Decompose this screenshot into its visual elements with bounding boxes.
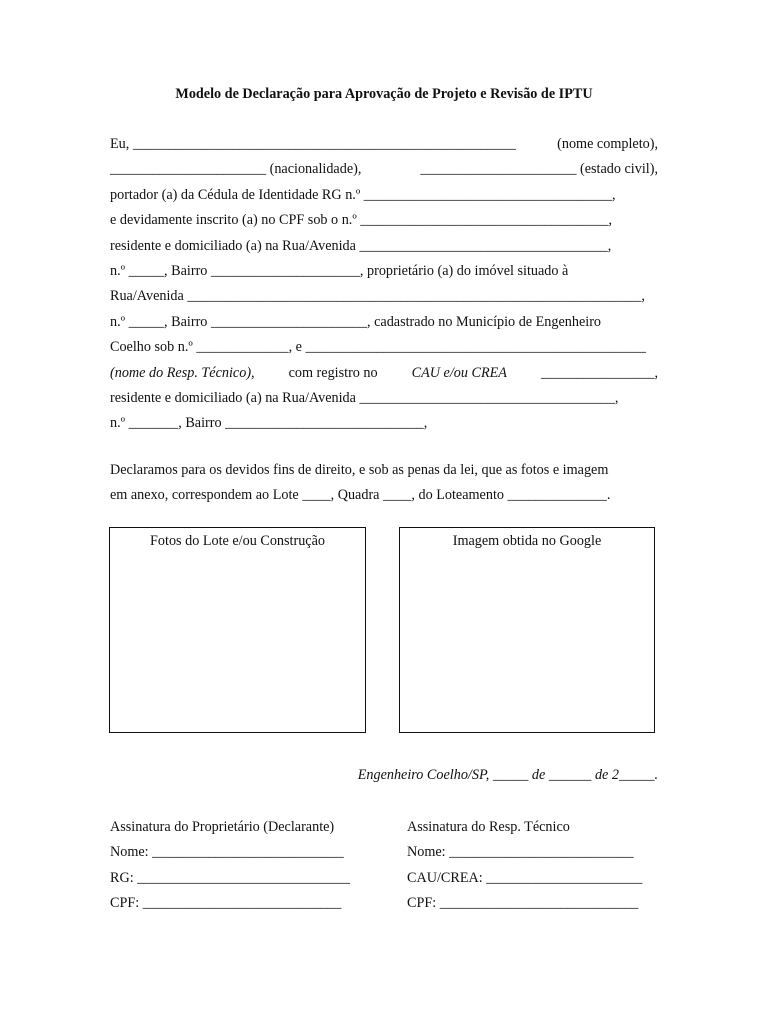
body-line-10 (110, 365, 658, 390)
owner-rg-field: RG: ______________________________ (110, 869, 351, 886)
body-line-1 (110, 136, 658, 161)
body-line-6 (110, 263, 658, 288)
declaration-text: Declaramos para os devidos fins de direito, e sob as penas da lei, que as fotos e imagem (110, 462, 609, 478)
body-text: ________________, (540, 364, 658, 381)
body-line-4 (110, 212, 658, 237)
council-hint: CAU e/ou CREA (411, 364, 507, 381)
body-text: residente e domiciliado (a) na Rua/Avenida ____________________________________, (110, 389, 619, 406)
body-line-11 (110, 390, 658, 415)
body-text: n.º _____, Bairro _____________________, proprietário (a) do imóvel situado à (110, 262, 569, 279)
body-line-8 (110, 314, 658, 339)
google-image-box (399, 527, 655, 733)
body-text: com registro no (288, 364, 378, 381)
place-date-line: Engenheiro Coelho/SP, _____ de ______ de 2_____. (357, 767, 658, 783)
body-text: e devidamente inscrito (a) no CPF sob o n.º ___________________________________, (110, 212, 613, 229)
lot-photos-box (109, 527, 366, 733)
google-image-label: Imagem obtida no Google (452, 533, 602, 549)
body-text: (nome completo), (557, 136, 658, 152)
body-text: Rua/Avenida ________________________________________________________________, (110, 288, 645, 305)
declaration-text: em anexo, correspondem ao Lote ____, Quadra ____, do Loteamento ______________. (110, 487, 611, 504)
body-text: ______________________ (nacionalidade), (110, 161, 362, 178)
technician-name-hint: (nome do Resp. Técnico), (110, 364, 255, 381)
lot-photos-label: Fotos do Lote e/ou Construção (150, 533, 325, 549)
identification-paragraph (110, 136, 658, 441)
declaration-line-2 (110, 487, 658, 512)
declaration-paragraph (110, 462, 658, 513)
body-text: ______________________ (estado civil), (420, 161, 658, 178)
technician-council-field: CAU/CREA: ______________________ (407, 869, 643, 886)
body-line-5 (110, 238, 658, 263)
body-text: Eu, ______________________________________________________ (110, 136, 516, 152)
owner-name-field: Nome: ___________________________ (110, 844, 344, 861)
body-text: residente e domiciliado (a) na Rua/Avenida ___________________________________, (110, 237, 612, 254)
owner-signature-heading: Assinatura do Proprietário (Declarante) (110, 819, 335, 835)
technician-signature-heading: Assinatura do Resp. Técnico (407, 819, 570, 835)
body-text: n.º _____, Bairro ______________________, cadastrado no Município de Engenheiro (110, 313, 602, 330)
body-line-3 (110, 187, 658, 212)
declaration-line-1 (110, 462, 658, 487)
body-line-7 (110, 288, 658, 313)
body-line-2 (110, 161, 658, 186)
body-text: n.º _______, Bairro ____________________________, (110, 415, 428, 432)
technician-cpf-field: CPF: ____________________________ (407, 895, 639, 912)
body-line-12 (110, 415, 658, 440)
body-line-9 (110, 339, 658, 364)
owner-cpf-field: CPF: ____________________________ (110, 895, 342, 912)
technician-signature-block (407, 819, 667, 921)
technician-name-field: Nome: __________________________ (407, 844, 634, 861)
document-title: Modelo de Declaração para Aprovação de Projeto e Revisão de IPTU (175, 86, 593, 102)
body-text: portador (a) da Cédula de Identidade RG n.º ___________________________________, (110, 186, 616, 203)
owner-signature-block (110, 819, 380, 921)
body-text: Coelho sob n.º _____________, e ________________________________________________ (110, 339, 647, 356)
